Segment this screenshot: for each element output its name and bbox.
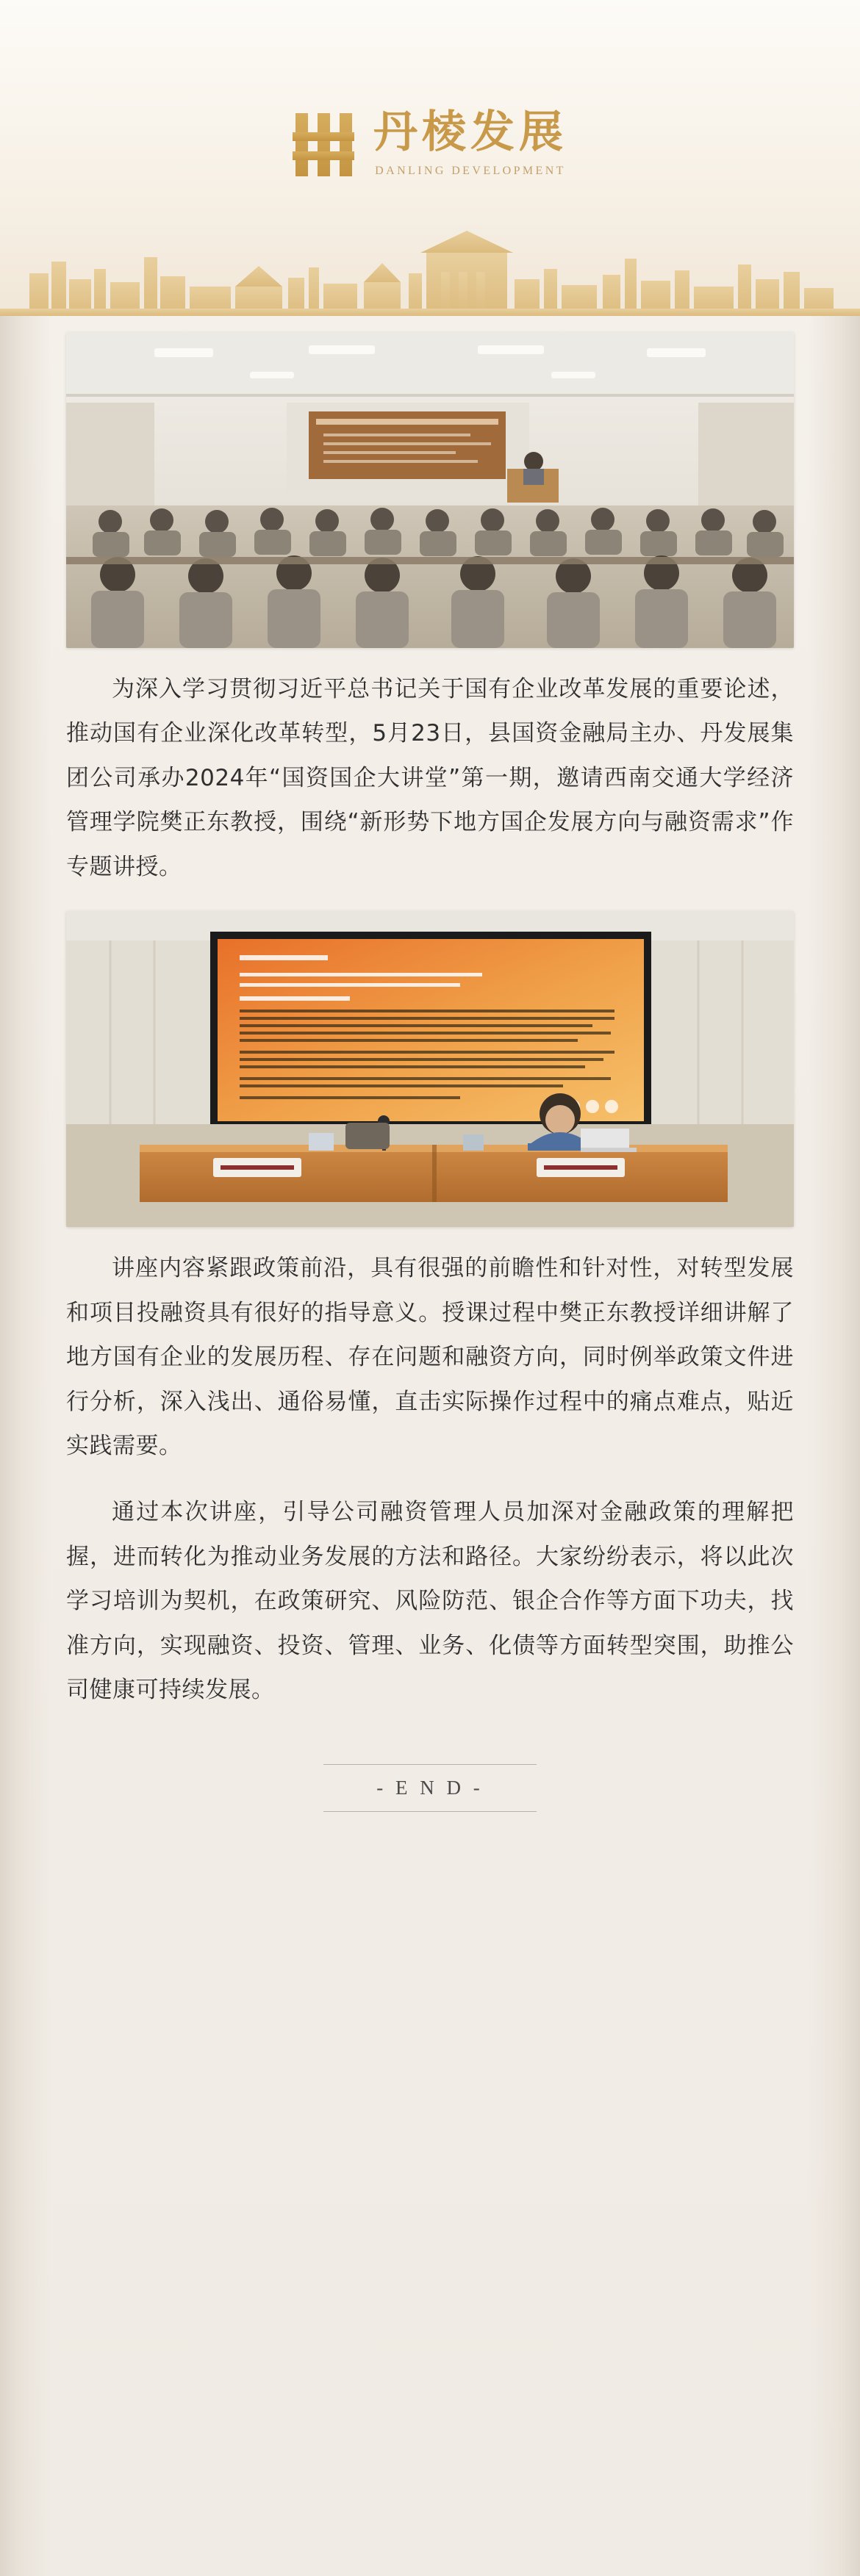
- article-paragraph-3: 通过本次讲座，引导公司融资管理人员加深对金融政策的理解把握，进而转化为推动业务发展的方法和路径。大家纷纷表示，将以此次学习培训为契机，在政策研究、风险防范、银企合作等方面下功夫，找准方向，实现融资、投资、管理、业务、化债等方面转型突围，助推公司健康可持续发展。: [66, 1499, 794, 1704]
- page-header: [0, 0, 860, 316]
- article-end-marker: [66, 1764, 794, 1812]
- brand-title: 丹棱发展: [373, 107, 567, 158]
- article-paragraph-1: 为深入学习贯彻习近平总书记关于国有企业改革发展的重要论述，推动国有企业深化改革转型，5月23日，县国资金融局主办、丹发展集团公司承办2024年“国资国企大讲堂”第一期，邀请西南交通大学经济管理学院樊正东教授，围绕“新形势下地方国企发展方向与融资需求”作专题讲授。: [66, 676, 794, 880]
- danling-grid-logo-icon: [293, 113, 354, 176]
- end-label: - E N D -: [376, 1776, 484, 1799]
- bottom-spacer: [66, 1856, 794, 1885]
- article-content: [0, 332, 860, 1885]
- brand-subtitle: DANLING DEVELOPMENT: [375, 165, 566, 177]
- brand-text: [373, 107, 567, 178]
- city-skyline-silhouette-icon: [0, 206, 860, 316]
- end-divider-bottom: [323, 1811, 537, 1812]
- lecture-hall-audience-photo: [66, 332, 794, 648]
- article-paragraph-2: 讲座内容紧跟政策前沿，具有很强的前瞻性和针对性，对转型发展和项目投融资具有很好的指导意义。授课过程中樊正东教授详细讲解了地方国有企业的发展历程、存在问题和融资方向，同时例举政策文件进行分析，深入浅出、通俗易懂，直击实际操作过程中的痛点难点，贴近实践需要。: [66, 1255, 794, 1459]
- lecturer-presentation-photo: [66, 911, 794, 1227]
- brand-lockup: [0, 0, 860, 178]
